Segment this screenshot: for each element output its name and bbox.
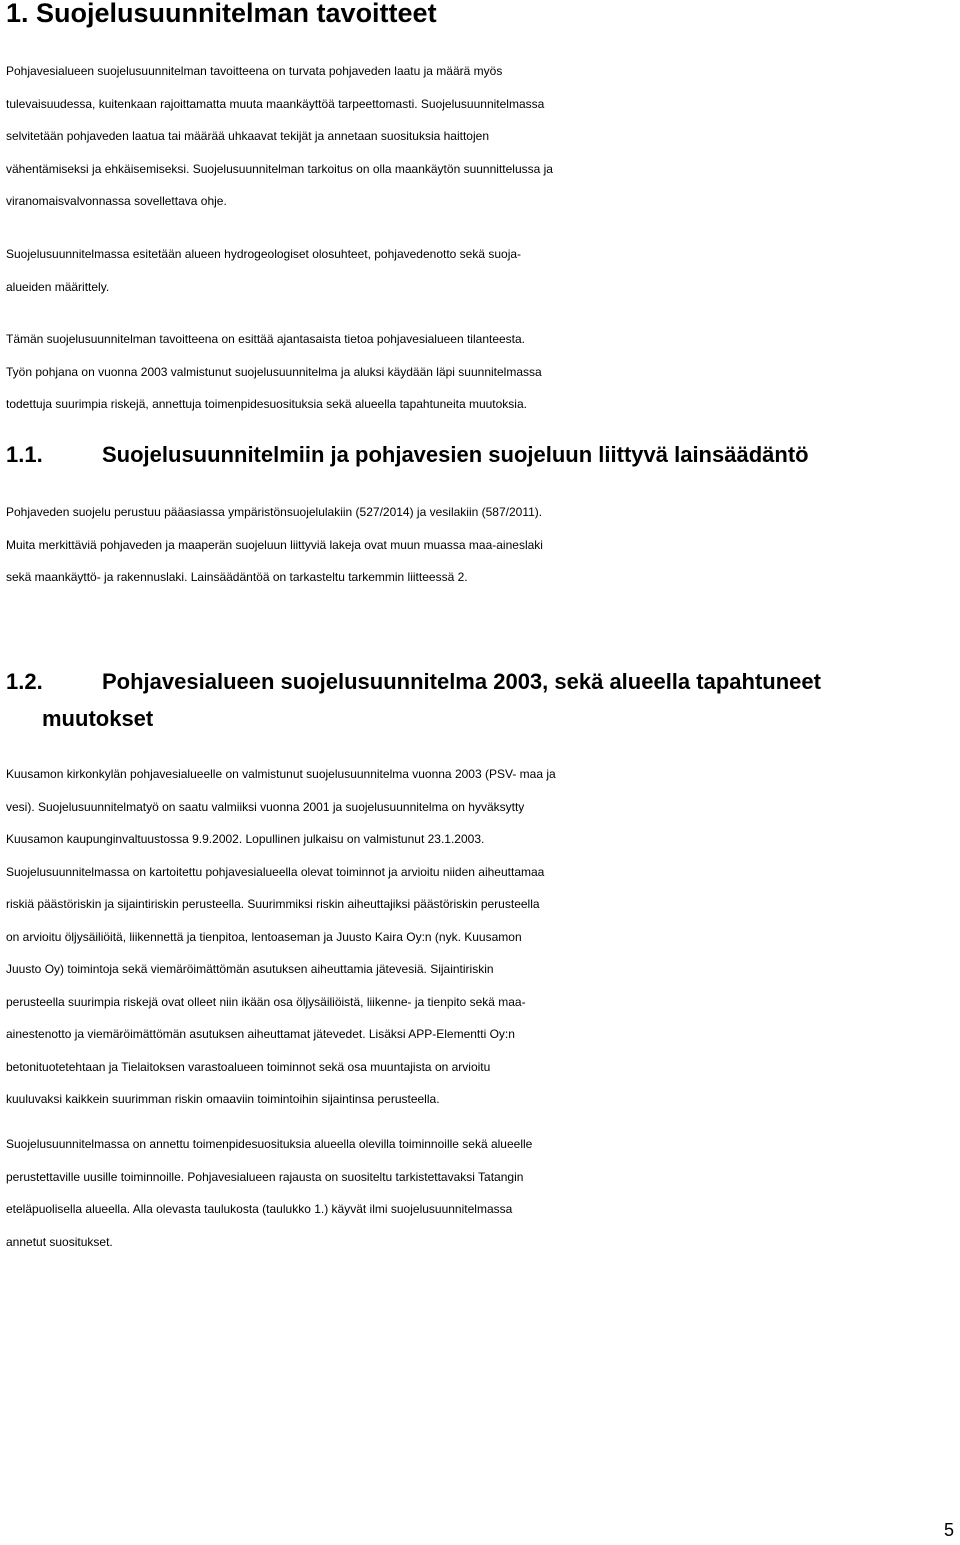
paragraph-recommendations [6, 1128, 956, 1258]
paragraph-line: Työn pohjana on vuonna 2003 valmistunut suojelusuunnitelma ja aluksi käydään läpi suunnitelmassa [6, 364, 542, 379]
paragraph-plan-2003 [6, 758, 956, 1116]
paragraph-line: selvitetään pohjaveden laatua tai määrää uhkaavat tekijät ja annetaan suosituksia haittojen [6, 129, 489, 143]
paragraph-line: on arvioitu öljysäiliöitä, liikennettä ja tienpitoa, lentoaseman ja Juusto Kaira Oy:n (nyk. Kuusamon [6, 929, 522, 944]
section-title: Pohjavesialueen suojelusuunnitelma 2003, sekä alueella tapahtuneet [102, 669, 821, 694]
paragraph-line: vähentämiseksi ja ehkäisemiseksi. Suojelusuunnitelman tarkoitus on olla maankäytön suunnittelussa ja [6, 161, 553, 176]
paragraph-line: perustettaville uusille toiminnoille. Pohjavesialueen rajausta on suositeltu tarkistettavaksi Tatangin [6, 1169, 524, 1184]
paragraph-line: sekä maankäyttö- ja rakennuslaki. Lainsäädäntöä on tarkasteltu tarkemmin liitteessä 2. [6, 570, 468, 584]
paragraph-line: Kuusamon kirkonkylän pohjavesialueelle on valmistunut suojelusuunnitelma vuonna 2003 (PSV- maa ja [6, 767, 556, 781]
paragraph-line: perusteella suurimpia riskejä ovat olleet niin ikään osa öljysäiliöistä, liikenne- ja tienpito sekä maa- [6, 994, 526, 1009]
paragraph-line: vesi). Suojelusuunnitelmatyö on saatu valmiiksi vuonna 2001 ja suojelusuunnitelma on hyväksytty [6, 799, 525, 814]
paragraph-line: Muita merkittäviä pohjaveden ja maaperän suojeluun liittyviä lakeja ovat muun muassa maa-aineslaki [6, 537, 543, 552]
paragraph-line: alueiden määrittely. [6, 279, 110, 294]
paragraph-line: Pohjaveden suojelu perustuu pääasiassa ympäristönsuojelulakiin (527/2014) ja vesilakiin (587/2011). [6, 505, 543, 519]
paragraph-line: Tämän suojelusuunnitelman tavoitteena on esittää ajantasaista tietoa pohjavesialueen tilanteesta. [6, 332, 526, 346]
paragraph-line: kuuluvaksi kaikkein suurimman riskin omaaviin toimintoihin sijaintinsa perusteella. [6, 1092, 440, 1106]
section-number: 1.2. [6, 669, 43, 694]
paragraph-goals [6, 55, 956, 218]
section-heading-1-1 [6, 437, 946, 473]
paragraph-line: betonituotetehtaan ja Tielaitoksen varastoalueen toiminnot sekä osa muuntajista on arvioitu [6, 1059, 491, 1074]
paragraph-line: Juusto Oy) toimintoja sekä viemäröimättömän asutuksen aiheuttamia jätevesiä. Sijaintiriskin [6, 962, 494, 976]
paragraph-line: Pohjavesialueen suojelusuunnitelman tavoitteena on turvata pohjaveden laatu ja määrä myös [6, 64, 503, 78]
paragraph-legislation [6, 496, 956, 594]
section-title-continued: muutokset [42, 706, 154, 731]
paragraph-contents [6, 238, 956, 303]
paragraph-line: Kuusamon kaupunginvaltuustossa 9.9.2002. Lopullinen julkaisu on valmistunut 23.1.2003. [6, 832, 485, 846]
page-number: 5 [943, 1520, 954, 1540]
section-heading-1-2 [6, 664, 946, 738]
section-number: 1.1. [6, 442, 43, 467]
paragraph-line: riskiä päästöriskin ja sijaintiriskin perusteella. Suurimmiksi riskin aiheuttajiksi päästöriskin perusteella [6, 897, 540, 911]
paragraph-objective [6, 323, 956, 421]
paragraph-line: viranomaisvalvonnassa sovellettava ohje. [6, 194, 227, 208]
paragraph-line: annetut suositukset. [6, 1234, 113, 1249]
section-title: Suojelusuunnitelmiin ja pohjavesien suojeluun liittyvä lainsäädäntö [102, 442, 809, 467]
paragraph-line: ainestenotto ja viemäröimättömän asutuksen aiheuttamat jätevedet. Lisäksi APP-Elementti Oy:n [6, 1027, 515, 1041]
paragraph-line: Suojelusuunnitelmassa on annettu toimenpidesuosituksia alueella olevilla toiminnoille sekä alueelle [6, 1137, 533, 1151]
paragraph-line: tulevaisuudessa, kuitenkaan rajoittamatta muuta maankäyttöä tarpeettomasti. Suojelusuunnitelmassa [6, 96, 545, 111]
page-heading: 1. Suojelusuunnitelman tavoitteet [6, 0, 437, 28]
paragraph-line: eteläpuolisella alueella. Alla olevasta taulukosta (taulukko 1.) käyvät ilmi suojelusuunnitelmassa [6, 1202, 513, 1216]
paragraph-line: Suojelusuunnitelmassa on kartoitettu pohjavesialueella olevat toiminnot ja arvioitu niiden aiheuttamaa [6, 864, 545, 879]
paragraph-line: Suojelusuunnitelmassa esitetään alueen hydrogeologiset olosuhteet, pohjavedenotto sekä suoja- [6, 247, 522, 261]
paragraph-line: todettuja suurimpia riskejä, annettuja toimenpidesuosituksia sekä alueella tapahtuneita muutoksia. [6, 397, 527, 411]
